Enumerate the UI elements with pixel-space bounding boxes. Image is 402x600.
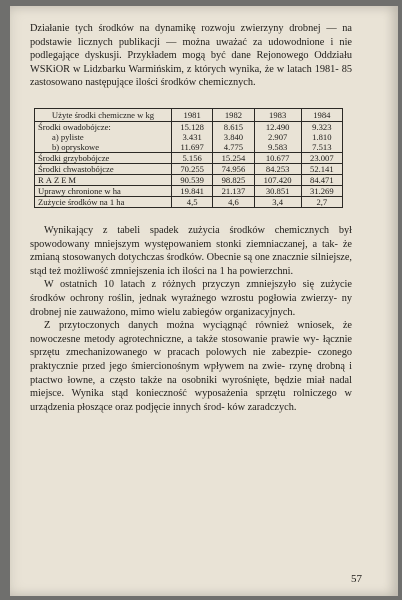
text-line: ków zaradczych.: [227, 401, 297, 413]
intro-line: podstawie licznych publikacji — można uważać za udowodnione i nie: [30, 36, 352, 48]
column-header: Użyte środki chemiczne w kg: [35, 109, 172, 122]
chemicals-table-wrapper: [34, 108, 343, 208]
intro-line: 85 zastosowano następujące ilości środków chemicznych.: [30, 63, 352, 89]
row-label: Środki grzybobójcze: [35, 153, 172, 164]
body-text: [30, 224, 352, 414]
intro-line: Działanie tych środków na dynamikę rozwoju zwierzyny drobnej — na: [30, 23, 352, 34]
table-cell: 21.137: [213, 186, 254, 197]
table-header-row: [35, 109, 343, 122]
cell-line: 1.810: [312, 132, 332, 142]
row-label-line: b) opryskowe: [52, 142, 100, 152]
text-line: rzynę drobną i ptactwo łowne, a często także na osobniki wyrośnięte,: [30, 360, 352, 386]
text-line: że zmianą stosowanych dotychczas środków. Obecnie są one znacznie: [30, 238, 352, 264]
row-label: RAZEM: [35, 175, 172, 186]
table-cell: 74.956: [213, 164, 254, 175]
paragraph: [30, 278, 352, 319]
intro-line: podlegające dyskusji. Przykładem mogą być dane Rejonowego Oddziału: [30, 50, 352, 62]
paragraph: [30, 224, 352, 278]
table-cell: [301, 122, 342, 153]
table-row: [35, 186, 343, 197]
text-line: czonego praktycznie przed jego śmiercionośnym wpływem na zwie-: [30, 347, 352, 372]
cell-line: 4.775: [223, 142, 244, 152]
cell-line: 12.490: [265, 122, 290, 132]
table-cell: 70.255: [172, 164, 213, 175]
table-cell: 23.007: [301, 153, 342, 164]
text-line: Wynikający z tabeli spadek zużycia środków chemicznych był: [44, 225, 352, 236]
table-cell: 19.841: [172, 186, 213, 197]
page-number: 57: [351, 573, 362, 585]
table-cell: [254, 122, 301, 153]
table-row: [35, 153, 343, 164]
table-cell: 98.825: [213, 175, 254, 186]
column-header: 1984: [301, 109, 342, 122]
cell-line: 8.615: [223, 122, 244, 132]
table-cell: 84.253: [254, 164, 301, 175]
intro-paragraph: [30, 22, 352, 90]
cell-line: 9.583: [267, 142, 288, 152]
text-line: sprzętu rolniczego w urządzenia płoszące oraz podjęcie innych środ-: [30, 388, 352, 413]
text-line: W ostatnich 10 latach z różnych przyczyn zmniejszyło się zużycie: [44, 279, 352, 291]
text-line: środków ochrony roślin, jednak wyraźnego wzrostu pogłowia zwierzy-: [30, 292, 338, 304]
cell-line: 15.128: [180, 122, 204, 132]
book-page: [10, 6, 398, 596]
table-cell: 2,7: [301, 197, 342, 208]
table-cell: 4,5: [172, 197, 213, 208]
table-cell: 30.851: [254, 186, 301, 197]
text-line: łącznie sprzętu zmechanizowanego w pracach polowych nie zabezpie-: [30, 333, 352, 359]
row-label: Uprawy chronione w ha: [35, 186, 172, 197]
cell-line: 11.697: [180, 142, 204, 152]
row-label: Środki chwastobójcze: [35, 164, 172, 175]
text-line: nowoczesne metody agrotechniczne, a także stosowanie prawie wy-: [30, 333, 319, 345]
text-line: będzie miał nadal miejsce. Wynika stąd konieczność wyposażenia: [30, 374, 352, 400]
table-row: [35, 122, 343, 153]
table-cell: 31.269: [301, 186, 342, 197]
row-label: Zużycie środków na 1 ha: [35, 197, 172, 208]
table-cell: 3,4: [254, 197, 301, 208]
row-label-line: a) pyliste: [52, 132, 84, 142]
table-cell: 107.420: [254, 175, 301, 186]
text-line: spowodowany mniejszym występowaniem stonki ziemniaczanej, a tak-: [30, 238, 338, 250]
table-cell: 90.539: [172, 175, 213, 186]
row-label-line: Środki owadobójcze:: [38, 122, 111, 132]
table-row: [35, 197, 343, 208]
cell-line: 2.907: [267, 132, 288, 142]
text-line: Z przytoczonych danych można wyciągnąć również wniosek, że: [44, 320, 352, 332]
table-cell: [213, 122, 254, 153]
row-label: [35, 122, 172, 153]
column-header: 1981: [172, 109, 213, 122]
column-header: 1982: [213, 109, 254, 122]
table-row: [35, 175, 343, 186]
table-cell: 5.156: [172, 153, 213, 164]
table-cell: 52.141: [301, 164, 342, 175]
table-cell: 15.254: [213, 153, 254, 164]
text-line: silniejsze, stąd też możliwość zmniejszenia ich ilości na 1 ha powierzchni.: [30, 252, 352, 277]
paragraph: [30, 319, 352, 414]
cell-line: 9.323: [312, 122, 332, 132]
cell-line: 7.513: [312, 142, 332, 152]
table-cell: [172, 122, 213, 153]
table-cell: 10.677: [254, 153, 301, 164]
cell-line: 3.840: [223, 132, 244, 142]
chemicals-table: [34, 108, 343, 208]
column-header: 1983: [254, 109, 301, 122]
table-row: [35, 164, 343, 175]
table-cell: 4,6: [213, 197, 254, 208]
text-line: ny drobnej nie zauważono, mimo wielu zabiegów organizacyjnych.: [30, 292, 353, 318]
intro-line: WSKiOR w Lidzbarku Warmińskim, z których wynika, że w latach 1981-: [30, 63, 339, 75]
table-cell: 84.471: [301, 175, 342, 186]
cell-line: 3.431: [182, 132, 202, 142]
